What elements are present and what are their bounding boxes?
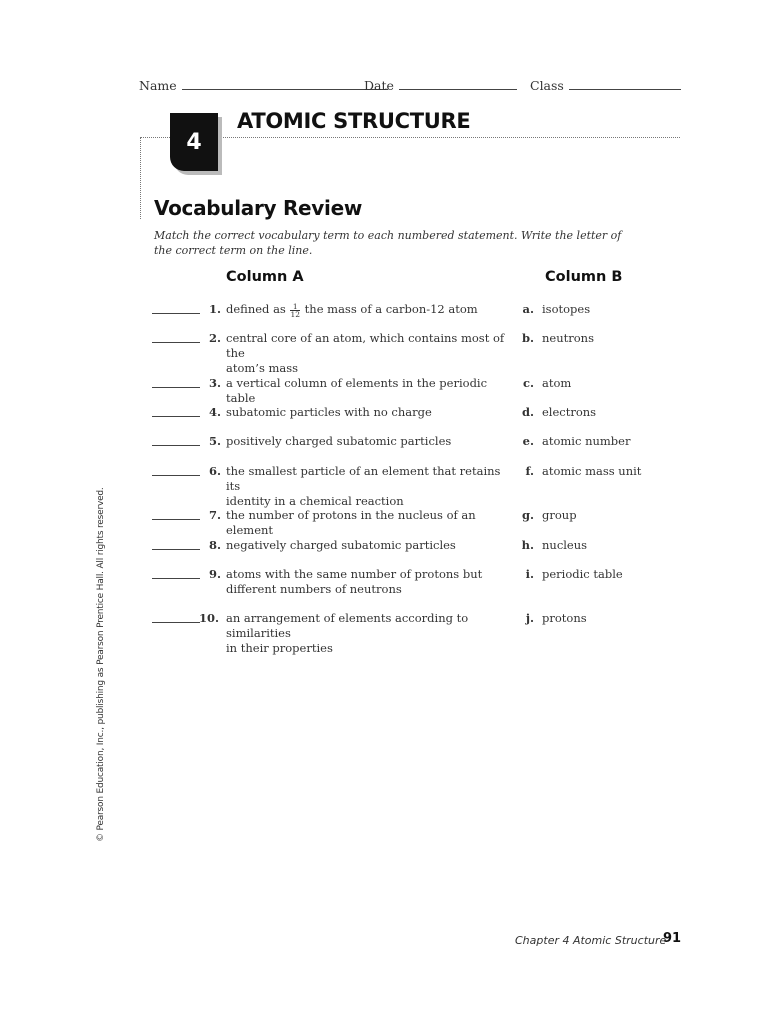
answer-blank[interactable] — [152, 464, 200, 476]
term-text: atom — [542, 376, 572, 390]
statement-number: 2. — [208, 331, 221, 345]
answer-blank[interactable] — [152, 611, 200, 623]
term-letter: c. — [522, 376, 534, 390]
statement-number: 10. — [198, 611, 219, 625]
statement-line: atoms with the same number of protons but — [226, 567, 483, 581]
term-letter: h. — [521, 538, 534, 552]
date-line[interactable] — [399, 77, 517, 90]
statement-text — [226, 538, 516, 553]
statement-line: the smallest particle of an element that retains its — [226, 464, 501, 493]
date-label: Date — [364, 78, 394, 93]
term-text: nucleus — [542, 538, 588, 552]
fraction-numerator: 1 — [292, 301, 298, 311]
answer-blank[interactable] — [152, 567, 200, 579]
statement-number: 7. — [208, 508, 221, 522]
dotted-rule-horizontal — [140, 137, 680, 138]
name-line[interactable] — [182, 77, 388, 90]
answer-blank[interactable] — [152, 331, 200, 343]
statement-line: different numbers of neutrons — [226, 582, 402, 596]
statement-number: 3. — [208, 376, 221, 390]
term-text: periodic table — [542, 567, 623, 581]
statement-number: 9. — [208, 567, 221, 581]
fraction-denominator: 12 — [290, 309, 301, 319]
statement-text-part: the mass of a carbon-12 atom — [301, 302, 478, 316]
term-letter: i. — [525, 567, 534, 581]
statement-text — [226, 302, 516, 318]
statement-text — [226, 331, 516, 376]
class-line[interactable] — [569, 77, 681, 90]
name-label: Name — [139, 78, 177, 93]
statement-text — [226, 405, 516, 420]
statement-line: central core of an atom, which contains most of the — [226, 331, 505, 360]
answer-blank[interactable] — [152, 405, 200, 417]
statement-text — [226, 376, 516, 406]
footer-chapter-text: Chapter 4 Atomic Structure — [515, 934, 667, 947]
column-a-heading: Column A — [226, 269, 304, 285]
answer-blank[interactable] — [152, 538, 200, 550]
term-letter: a. — [522, 302, 534, 316]
class-label: Class — [530, 78, 564, 93]
statement-line: identity in a chemical reaction — [226, 494, 404, 508]
date-field[interactable] — [364, 77, 517, 93]
dotted-rule-vertical — [140, 137, 141, 219]
chapter-title: ATOMIC STRUCTURE — [237, 109, 471, 133]
statement-line: atom’s mass — [226, 361, 299, 375]
statement-number: 8. — [208, 538, 221, 552]
statement-number: 1. — [208, 302, 221, 316]
statement-line: negatively charged subatomic particles — [226, 538, 456, 552]
term-text: protons — [542, 611, 587, 625]
name-field[interactable] — [139, 77, 388, 93]
page-number: 91 — [663, 931, 682, 946]
statement-text — [226, 464, 516, 509]
statement-number: 4. — [208, 405, 221, 419]
term-text: atomic number — [542, 434, 631, 448]
statement-line: the number of protons in the nucleus of an element — [226, 508, 476, 537]
term-text: atomic mass unit — [542, 464, 642, 478]
instructions: Match the correct vocabulary term to each numbered statement. Write the letter of the correct term on the line. — [154, 229, 622, 257]
term-letter: b. — [521, 331, 534, 345]
term-letter: j. — [525, 611, 534, 625]
chapter-number-badge: 4 — [170, 113, 218, 171]
answer-blank[interactable] — [152, 302, 200, 314]
statement-number: 5. — [208, 434, 221, 448]
term-text: isotopes — [542, 302, 591, 316]
statement-text-part: defined as — [226, 302, 290, 316]
answer-blank[interactable] — [152, 434, 200, 446]
statement-line: positively charged subatomic particles — [226, 434, 452, 448]
column-b-heading: Column B — [545, 269, 623, 285]
term-letter: g. — [521, 508, 534, 522]
statement-number: 6. — [208, 464, 221, 478]
statement-text — [226, 611, 516, 656]
copyright-notice: © Pearson Education, Inc., publishing as Pearson Prentice Hall. All rights reserved. — [96, 487, 106, 842]
statement-line: subatomic particles with no charge — [226, 405, 432, 419]
answer-blank[interactable] — [152, 508, 200, 520]
statement-text — [226, 567, 516, 597]
section-title: Vocabulary Review — [154, 196, 363, 220]
term-letter: d. — [521, 405, 534, 419]
statement-line: a vertical column of elements in the periodic table — [226, 376, 488, 405]
term-text: group — [542, 508, 577, 522]
statement-line: an arrangement of elements according to similarities — [226, 611, 469, 640]
fraction — [290, 303, 300, 318]
term-letter: f. — [525, 464, 534, 478]
statement-line: in their properties — [226, 641, 333, 655]
class-field[interactable] — [530, 77, 681, 93]
term-letter: e. — [522, 434, 534, 448]
statement-text — [226, 434, 516, 449]
statement-text — [226, 508, 516, 538]
answer-blank[interactable] — [152, 376, 200, 388]
term-text: neutrons — [542, 331, 594, 345]
term-text: electrons — [542, 405, 597, 419]
